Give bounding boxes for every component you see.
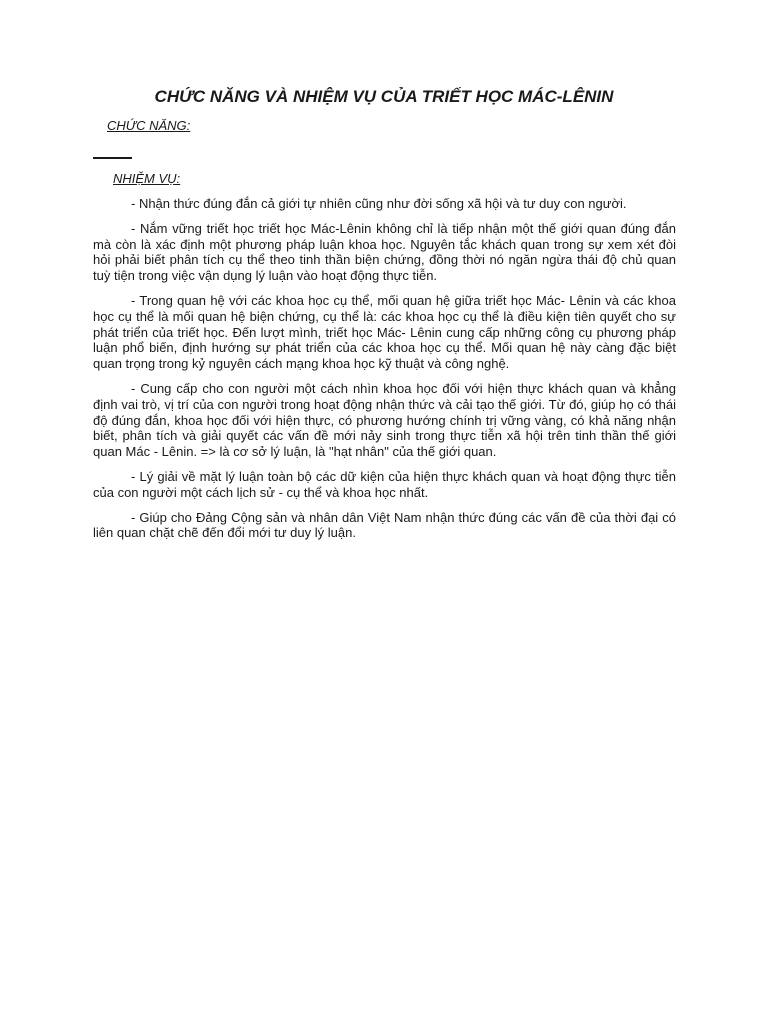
horizontal-rule (93, 157, 132, 159)
paragraph: - Giúp cho Đảng Cộng sản và nhân dân Việt Nam nhận thức đúng các vấn đề của thời đại có liên quan chặt chẽ đến đổi mới tư duy lý luận. (93, 509, 676, 541)
tasks-body (93, 196, 676, 550)
paragraph: - Cung cấp cho con người một cách nhìn khoa học đối với hiện thực khách quan và khẳng định vai trò, vị trí của con người trong hoạt động nhận thức và cải tạo thế giới. Từ đó, giúp họ có thái độ đúng đắn, khoa học đối với hiện thực, có phương hướng chính trị vững vàng, có khả năng nhận biết, phân tích và giải quyết các vấn đề mới nảy sinh trong thực tiễn xã hội trên tinh thần thế giới quan Mác - Lênin. => là cơ sở lý luận, là "hạt nhân" của thế giới quan. (93, 380, 676, 460)
section-heading-tasks: NHIỆM VỤ: (113, 171, 181, 186)
section-heading-functions: CHỨC NĂNG: (107, 118, 191, 133)
paragraph: - Nắm vững triết học triết học Mác-Lênin không chỉ là tiếp nhận một thế giới quan đúng đắn mà còn là xác định một phương pháp luận khoa học. Nguyên tắc khách quan trong sự xem xét đòi hỏi phải biết phân tích cụ thể theo tinh thần biện chứng, đồng thời nó ngăn ngừa thái độ chủ quan tuỳ tiện trong việc vận dụng lý luận vào hoạt động thực tiễn. (93, 220, 676, 284)
document-title: CHỨC NĂNG VÀ NHIỆM VỤ CỦA TRIẾT HỌC MÁC-LÊNIN (154, 87, 614, 106)
paragraph: - Trong quan hệ với các khoa học cụ thể, mối quan hệ giữa triết học Mác- Lênin và các khoa học cụ thể là mối quan hệ biện chứng, cụ thể là: các khoa học cụ thể là điều kiện tiên quyết cho sự phát triển của triết học. Đến lượt mình, triết học Mác- Lênin cung cấp những công cụ phương pháp luận phổ biến, định hướng sự phát triển của các khoa học cụ thể. Mối quan hệ này càng đặc biệt quan trọng trong kỷ nguyên cách mạng khoa học kỹ thuật và công nghệ. (93, 292, 676, 372)
paragraph: - Nhận thức đúng đắn cả giới tự nhiên cũng như đời sống xã hội và tư duy con người. (131, 196, 627, 211)
paragraph: - Lý giải về mặt lý luận toàn bộ các dữ kiện của hiện thực khách quan và hoạt động thực tiễn của con người một cách lịch sử - cụ thể và khoa học nhất. (93, 468, 676, 500)
